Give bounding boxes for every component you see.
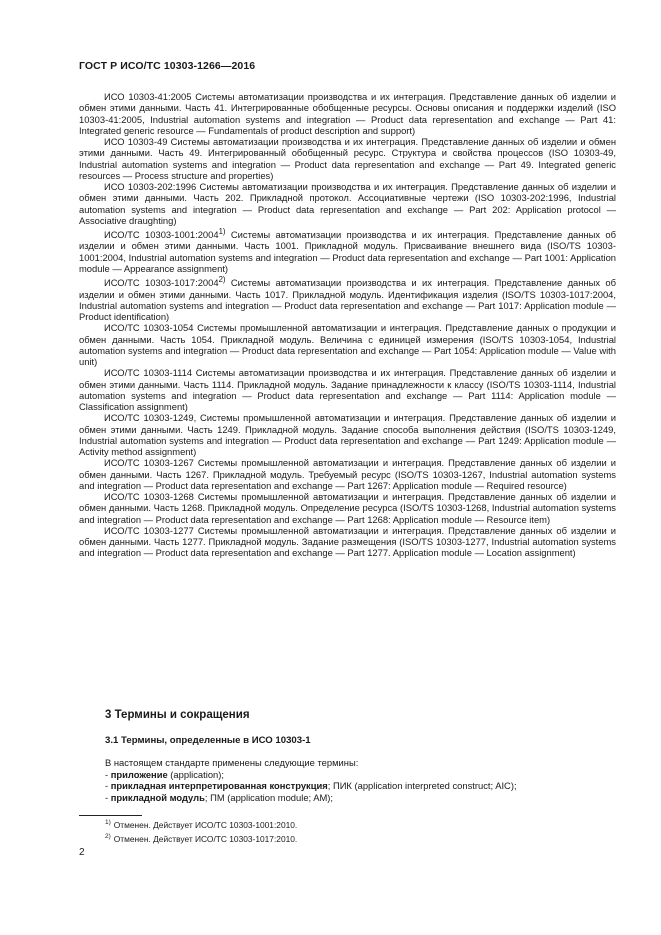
footnotes <box>105 817 297 845</box>
reference-item: ИСО/ТС 10303-1277 Системы промышленной автоматизации и интеграция. Представление данных об изделии и обмен данными. Часть 1277. Прикладной модуль. Задание размещения (ISO/TS 10303-1277, Industrial automation systems and integration — Product data representation and exchange — Part 1277. Application module — Location assignment) <box>79 524 616 559</box>
reference-item: ИСО 10303-49 Системы автоматизации производства и их интеграция. Представление данных об изделии и обмен этими данными. Часть 49. Интегрированный обобщенный ресурс. Структура и свойства процессов (ISO 10303-49, Industrial automation systems and integration — Product data representation and exchange — Part 49. Integrated generic resources — Process structure and properties) <box>79 136 616 181</box>
page-number: 2 <box>79 847 85 858</box>
reference-item: ИСО/ТС 10303-1268 Системы промышленной автоматизации и интеграция. Представление данных об изделии и обмен данными. Часть 1268. Прикладной модуль. Определение ресурса (ISO/TS 10303-1268, Industrial automation systems and integration — Product data representation and exchange — Part 1268: Application module — Resource item) <box>79 491 616 525</box>
reference-item: ИСО/ТС 10303-1017:2004$^{2)}$ Системы автоматизации производства и их интеграция. Представление данных об изделии и обмен этими данными. Часть 1017. Прикладной модуль. Идентификация изделия (ISO/TS 10303-1017:2004, Industrial automation systems and integration — Product data representation and exchange — Part 1017: Application module — Product identification) <box>79 275 616 322</box>
reference-item: ИСО/ТС 10303-1249, Системы промышленной автоматизации и интеграция. Представление данных об изделии и обмен этими данными. Часть 1249. Прикладной модуль. Задание способа выполнения действия (ISO/TS 10303-1249, Industrial automation systems and integration — Product data representation and exchange — Part 1249: Application module — Activity method assignment) <box>79 412 616 457</box>
reference-item: ИСО/ТС 10303-1114 Системы автоматизации производства и их интеграция. Представление данных об изделии и обмен этими данными. Часть 1114. Прикладной модуль. Задание принадлежности к классу (ISO/TS 10303-1114, Industrial automation systems and integration — Product data representation and exchange — Part 1114: Application module — Classification assignment) <box>79 367 616 412</box>
footnote-divider <box>79 815 142 816</box>
footnote-mark: 2) <box>218 275 226 285</box>
term-item: - прикладной модуль; ПМ (application module; AM); <box>105 791 334 803</box>
section-title: 3 Термины и сокращения <box>105 709 250 721</box>
footnote-item: $^{2)}$ Отменен. Действует ИСО/ТС 10303-1017:2010. <box>105 832 298 844</box>
reference-item: ИСО 10303-41:2005 Системы автоматизации производства и их интеграция. Представление данных об изделии и обмен этими данными. Часть 41. Интегрированные обобщенные ресурсы. Основы описания и поддержки изделий (ISO 10303-41:2005, Industrial automation systems and integration — Product data representation and exchange — Part 41: Integrated generic resource — Fundamentals of product description and support) <box>79 91 616 136</box>
normative-references <box>79 91 616 559</box>
term-item: - приложение (application); <box>105 768 224 780</box>
reference-item: ИСО/ТС 10303-1001:2004$^{1)}$ Системы автоматизации производства и их интеграция. Представление данных об изделии и обмен этими данными. Часть 1001. Прикладной модуль. Присваивание внешнего вида (ISO/TS 10303-1001:2004, Industrial automation systems and integration — Product data representation and exchange — Part 1001: Application module — Appearance assignment) <box>79 227 616 274</box>
reference-item: ИСО/ТС 10303-1054 Системы промышленной автоматизации и интеграция. Представление данных о продукции и обмен данными. Часть 1054. Прикладной модуль. Величина с единицей измерения (ISO/TS 10303-1054, Industrial automation systems and integration — Product data representation and exchange — Part 1054: Application module — Value with unit) <box>79 322 616 367</box>
footnote-item: $^{1)}$ Отменен. Действует ИСО/ТС 10303-1001:2010. <box>105 819 298 830</box>
term-name: прикладной модуль <box>110 791 205 803</box>
reference-item: ИСО 10303-202:1996 Системы автоматизации производства и их интеграция. Представление данных об изделии и обмен этими данными. Часть 202. Прикладной протокол. Ассоциативные чертежи (ISO 10303-202:1996, Industrial automation systems and integration — Product data representation and exchange — Part 202: Application protocol — Associative draughting) <box>79 181 616 226</box>
terms-intro: В настоящем стандарте применены следующие термины: <box>105 757 359 768</box>
reference-item: ИСО/ТС 10303-1267 Системы промышленной автоматизации и интеграция. Представление данных об изделии и обмен данными. Часть 1267. Прикладной модуль. Требуемый ресурс (ISO/TS 10303-1267, Industrial automation systems and integration — Product data representation and exchange — Part 1267: Application module — Required resource) <box>79 457 616 491</box>
term-item: - прикладная интерпретированная конструкция; ПИК (application interpreted construct; AIC); <box>105 780 517 791</box>
term-name: приложение <box>110 768 168 780</box>
document-header: ГОСТ Р ИСО/ТС 10303-1266—2016 <box>79 60 256 72</box>
term-name: прикладная интерпретированная конструкция <box>110 780 328 791</box>
subsection-title: 3.1 Термины, определенные в ИСО 10303-1 <box>105 735 311 746</box>
footnote-mark: 1) <box>218 227 226 236</box>
terms-list <box>105 757 616 803</box>
